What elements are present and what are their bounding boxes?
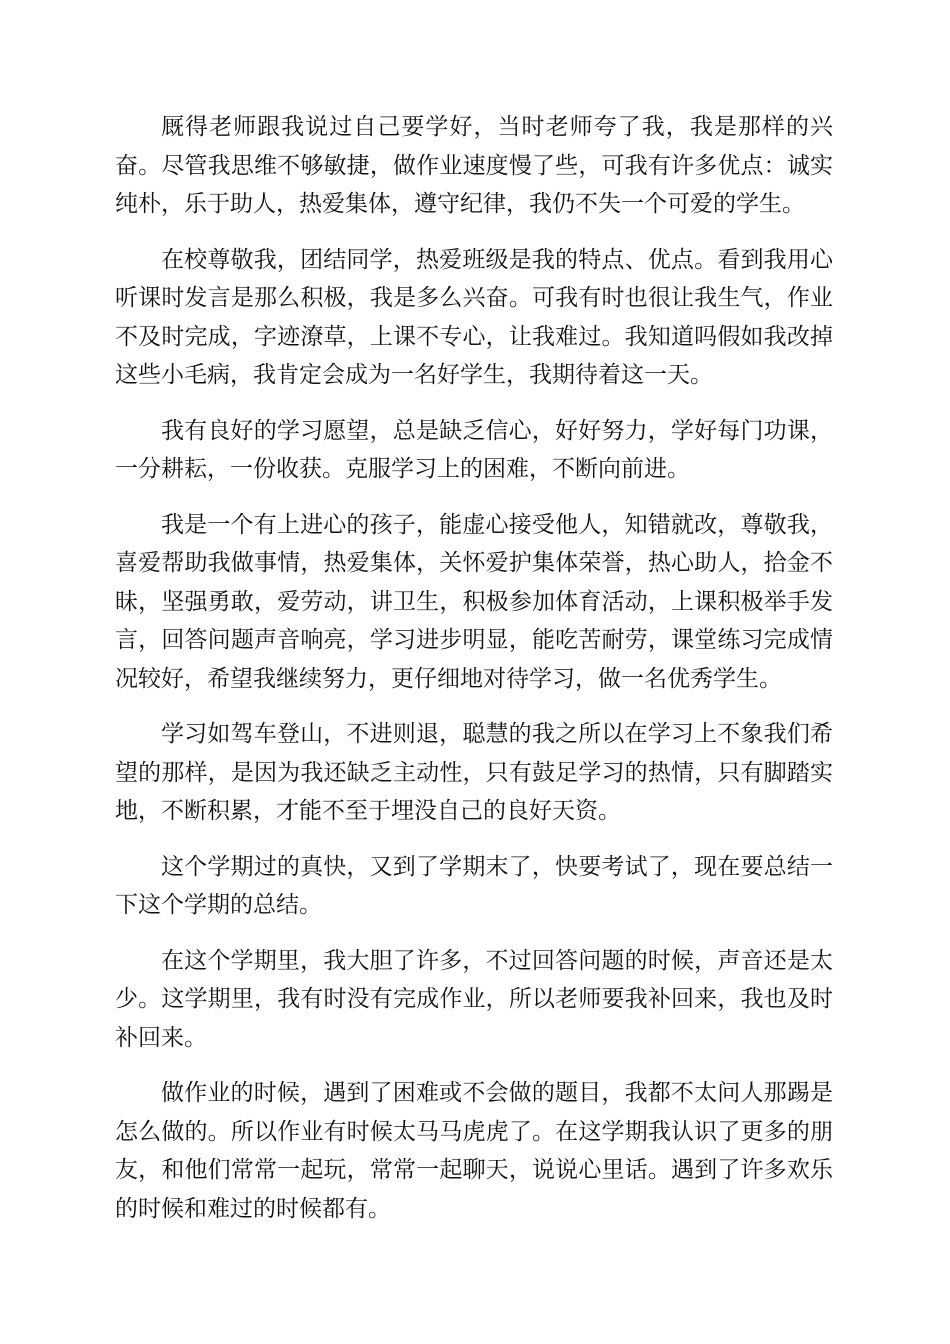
paragraph-8: 做作业的时候，遇到了困难或不会做的题目，我都不太问人那踢是怎么做的。所以作业有时候太马马虎虎了。在这学期我认识了更多的朋友，和他们常常一起玩，常常一起聊天，说说心里话。遇到了许多欢乐的时候和难过的时候都有。 (115, 1080, 833, 1222)
paragraph-7: 在这个学期里，我大胆了许多，不过回答问题的时候，声音还是太少。这学期里，我有时没有完成作业，所以老师要我补回来，我也及时补回来。 (115, 947, 833, 1051)
paragraph-6: 这个学期过的真快，又到了学期末了，快要考试了，现在要总结一下这个学期的总结。 (115, 853, 833, 918)
document-body (115, 108, 833, 1245)
paragraph-5: 学习如驾车登山，不进则退，聪慧的我之所以在学习上不象我们希望的那样，是因为我还缺乏主动性，只有鼓足学习的热情，只有脚踏实地，不断积累，才能不至于埋没自己的良好天资。 (115, 721, 833, 824)
paragraph-1: 厩得老师跟我说过自己要学好，当时老师夸了我，我是那样的兴奋。尽管我思维不够敏捷，做作业速度慢了些，可我有许多优点：诚实纯朴，乐于助人，热爱集体，遵守纪律，我仍不失一个可爱的学生。 (115, 114, 833, 217)
paragraph-3: 我有良好的学习愿望，总是缺乏信心，好好努力，学好每门功课，一分耕耘，一份收获。克服学习上的困难，不断向前进。 (115, 417, 833, 482)
paragraph-4: 我是一个有上进心的孩子，能虚心接受他人，知错就改，尊敬我，喜爱帮助我做事情，热爱集体，关怀爱护集体荣誉，热心助人，拾金不昧，坚强勇敢，爱劳动，讲卫生，积极参加体育活动，上课积极举手发言，回答问题声音响亮，学习进步明显，能吃苦耐劳，课堂练习完成情况较好，希望我继续努力，更仔细地对待学习，做一名优秀学生。 (115, 511, 833, 692)
paragraph-2: 在校尊敬我，团结同学，热爱班级是我的特点、优点。看到我用心听课时发言是那么积极，我是多么兴奋。可我有时也很让我生气，作业不及时完成，字迹潦草，上课不专心，让我难过。我知道吗假如我改掉这些小毛病，我肯定会成为一名好学生，我期待着这一天。 (115, 246, 833, 388)
